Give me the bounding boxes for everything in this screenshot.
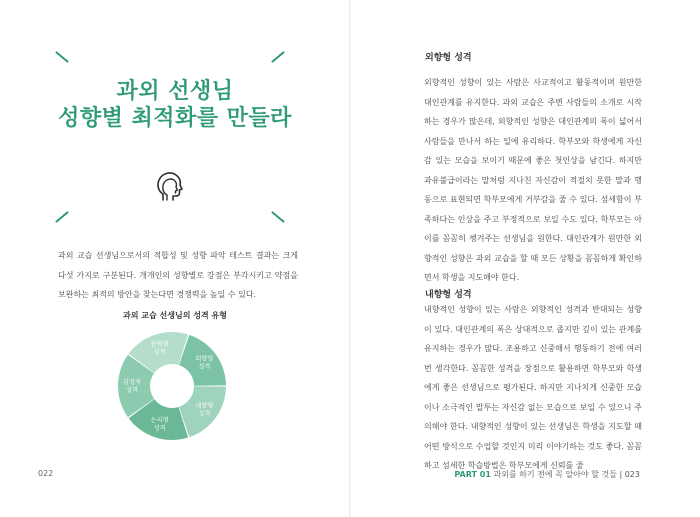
donut-slice-label: 감정적 성격	[123, 379, 141, 394]
section-heading-introvert: 내향형 성격	[425, 290, 472, 300]
section-text-introvert: 내향적인 성향이 있는 사람은 외향적인 성격과 반대되는 성향이 있다. 대인관계의 폭은 상대적으로 좁지만 깊이 있는 관계를 유지하는 경우가 많다. 조용하고 신중해서 행동하기 전에 여러 번 생각한다. 꼼꼼한 성격을 장점으로 활용하면 학부모와 학생에게 좋은 선생님으로 평가된다. 하지만 지나치게 신중한 모습이나 소극적인 말투는 자신감 없는 모습으로 보일 수 있으니 주의해야 한다. 내향적인 성향이 있는 선생님은 학생을 지도할 때 어떤 방식으로 수업할 것인지 미리 이야기하는 것도 좋다. 꼼꼼하고 섬세한 학습방법은 학부모에게 신뢰를 줄	[424, 305, 642, 470]
donut-slice-label: 내향형 성격	[195, 402, 214, 418]
footer-chapter-title: 과외를 하기 전에 꼭 알아야 할 것들	[493, 470, 617, 479]
bracket-bottom-left	[55, 211, 69, 223]
head-profile-icon	[154, 170, 188, 204]
book-gutter	[349, 0, 351, 517]
section-text-extrovert: 외향적인 성향이 있는 사람은 사교적이고 활동적이며 원만한 대인관계를 유지한다. 과외 교습은 주변 사람들의 소개로 시작하는 경우가 많은데, 외향적인 성향은 대인관계의 폭이 넓어서 사람들을 만나서 하는 일에 유리하다. 학부모와 학생에게 자신감 있는 모습을 보이기 때문에 좋은 첫인상을 남긴다. 하지만 과유불급이라는 말처럼 지나친 자신감이 적절치 못한 말과 행동으로 표현되면 학부모에게 거부감을 줄 수 있다. 섬세함이 부족하다는 인상을 주고 부정적으로 보일 수도 있다. 학부모는 아이를 꼼꼼히 챙겨주는 선생님을 원한다. 대인관계가 원만한 외향적인 성향은 과외 교습을 할 때 모든 상황을 꼼꼼하게 확인하면서 학생을 지도해야 한다.	[424, 78, 642, 282]
bracket-top-left	[55, 51, 69, 63]
footer-part-label: PART 01	[454, 470, 491, 479]
bracket-bottom-right	[271, 211, 285, 223]
donut-slice-label: 외향형 성격	[195, 355, 214, 371]
intro-paragraph: 과외 교습 선생님으로서의 적합성 및 성향 파악 테스트 결과는 크게 다섯 가지로 구분된다. 개개인의 성향별로 강점은 부각시키고 약점을 보완하는 최적의 방안을 찾는다면 경쟁력을 높일 수 있다.	[58, 251, 298, 299]
donut-slice-label: 논리형 성격	[150, 417, 169, 433]
section-heading-extrovert: 외향형 성격	[425, 53, 472, 63]
right-footer	[454, 469, 640, 480]
page-title-line1: 과외 선생님	[116, 79, 234, 104]
donut-slice-label: 완벽형 성격	[150, 340, 169, 356]
chart-title: 과외 교습 선생님의 성격 유형	[123, 311, 227, 320]
bracket-top-right	[271, 51, 285, 63]
left-page-number: 022	[38, 469, 54, 478]
footer-separator: |	[619, 470, 623, 479]
page-title-line2: 성향별 최적화를 만들라	[58, 106, 292, 131]
personality-donut-chart	[116, 330, 228, 442]
right-page-number: 023	[624, 470, 640, 479]
